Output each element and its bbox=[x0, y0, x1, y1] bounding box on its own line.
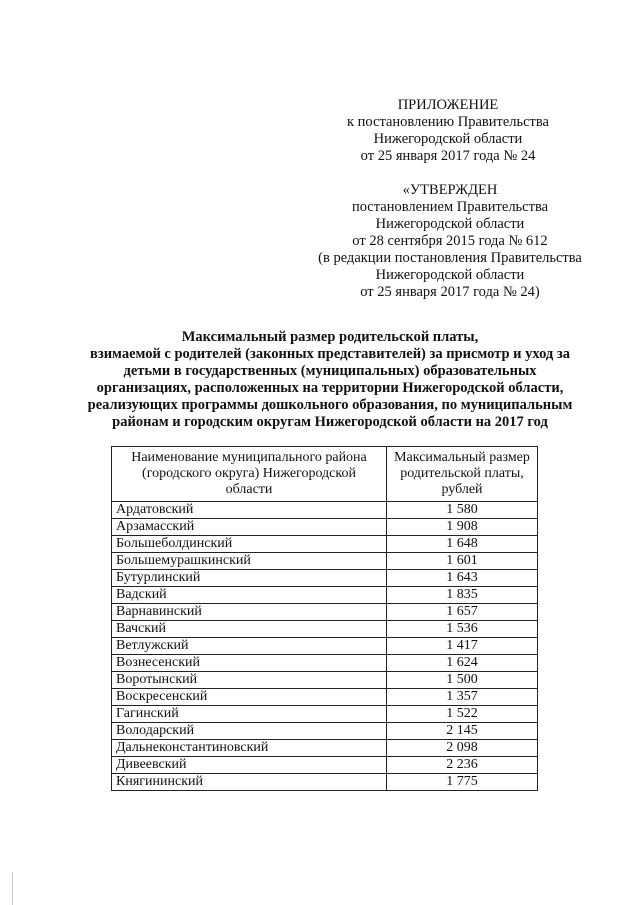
table-row bbox=[112, 553, 538, 570]
appendix-line: Нижегородской области bbox=[373, 131, 523, 147]
header-district-line: области bbox=[225, 482, 273, 497]
district-name-cell: Княгининский bbox=[112, 774, 387, 791]
district-name-cell: Дивеевский bbox=[112, 757, 387, 774]
max-fee-cell: 1 908 bbox=[387, 519, 538, 536]
header-fee-line: рублей bbox=[441, 482, 483, 497]
max-fee-cell: 1 835 bbox=[387, 587, 538, 604]
max-fee-cell: 1 643 bbox=[387, 570, 538, 587]
title-line: организациях, расположенных на территории Нижегородской области, bbox=[96, 380, 564, 396]
table-body bbox=[112, 502, 538, 791]
district-name-cell: Ардатовский bbox=[112, 502, 387, 519]
max-fee-cell: 1 775 bbox=[387, 774, 538, 791]
title-line: детьми в государственных (муниципальных) образовательных bbox=[123, 363, 537, 379]
max-fee-cell: 1 648 bbox=[387, 536, 538, 553]
header-max-fee bbox=[387, 447, 538, 502]
max-fee-cell: 1 500 bbox=[387, 672, 538, 689]
district-name-cell: Арзамасский bbox=[112, 519, 387, 536]
document-title bbox=[60, 329, 600, 431]
approved-line: Нижегородской области bbox=[375, 267, 525, 283]
header-fee-line: Максимальный размер bbox=[394, 450, 530, 465]
district-name-cell: Варнавинский bbox=[112, 604, 387, 621]
header-district-line: Наименование муниципального района bbox=[131, 450, 367, 465]
table-row bbox=[112, 672, 538, 689]
max-fee-cell: 1 624 bbox=[387, 655, 538, 672]
district-name-cell: Воскресенский bbox=[112, 689, 387, 706]
district-name-cell: Дальнеконстантиновский bbox=[112, 740, 387, 757]
appendix-line: к постановлению Правительства bbox=[347, 114, 549, 130]
title-line: Максимальный размер родительской платы, bbox=[181, 329, 479, 345]
table-row bbox=[112, 536, 538, 553]
max-fee-cell: 1 417 bbox=[387, 638, 538, 655]
max-fee-cell: 2 145 bbox=[387, 723, 538, 740]
appendix-line: ПРИЛОЖЕНИЕ bbox=[397, 97, 499, 113]
district-name-cell: Вадский bbox=[112, 587, 387, 604]
title-line: районам и городским округам Нижегородской области на 2017 год bbox=[112, 414, 548, 430]
table-row bbox=[112, 774, 538, 791]
district-name-cell: Большемурашкинский bbox=[112, 553, 387, 570]
table-header-row bbox=[112, 447, 538, 502]
district-name-cell: Ветлужский bbox=[112, 638, 387, 655]
approved-line: от 25 января 2017 года № 24) bbox=[360, 284, 540, 300]
table-row bbox=[112, 723, 538, 740]
scan-edge bbox=[0, 872, 13, 905]
header-district-line: (городского округа) Нижегородской bbox=[142, 466, 356, 481]
max-fee-cell: 1 580 bbox=[387, 502, 538, 519]
table-row bbox=[112, 570, 538, 587]
max-fee-cell: 1 522 bbox=[387, 706, 538, 723]
approved-line: от 28 сентября 2015 года № 612 bbox=[352, 233, 548, 249]
approved-line: «УТВЕРЖДЕН bbox=[402, 182, 498, 198]
table-row bbox=[112, 757, 538, 774]
district-name-cell: Воротынский bbox=[112, 672, 387, 689]
approved-line: (в редакции постановления Правительства bbox=[318, 250, 582, 266]
district-name-cell: Вачский bbox=[112, 621, 387, 638]
appendix-block bbox=[318, 97, 578, 165]
max-fee-cell: 2 236 bbox=[387, 757, 538, 774]
max-fee-cell: 1 536 bbox=[387, 621, 538, 638]
title-line: реализующих программы дошкольного образования, по муниципальным bbox=[87, 397, 573, 413]
max-fee-cell: 2 098 bbox=[387, 740, 538, 757]
approved-block bbox=[295, 182, 605, 301]
table-row bbox=[112, 604, 538, 621]
max-fee-cell: 1 357 bbox=[387, 689, 538, 706]
table-row bbox=[112, 587, 538, 604]
district-name-cell: Большеболдинский bbox=[112, 536, 387, 553]
table-row bbox=[112, 740, 538, 757]
appendix-line: от 25 января 2017 года № 24 bbox=[360, 148, 536, 164]
max-fee-cell: 1 657 bbox=[387, 604, 538, 621]
title-line: взимаемой с родителей (законных представителей) за присмотр и уход за bbox=[90, 346, 570, 362]
district-name-cell: Гагинский bbox=[112, 706, 387, 723]
table-row bbox=[112, 706, 538, 723]
header-district bbox=[112, 447, 387, 502]
fee-table bbox=[111, 446, 538, 791]
table-row bbox=[112, 655, 538, 672]
district-name-cell: Вознесенский bbox=[112, 655, 387, 672]
table-row bbox=[112, 502, 538, 519]
district-name-cell: Володарский bbox=[112, 723, 387, 740]
table-row bbox=[112, 621, 538, 638]
approved-line: Нижегородской области bbox=[375, 216, 525, 232]
district-name-cell: Бутурлинский bbox=[112, 570, 387, 587]
table-row bbox=[112, 638, 538, 655]
max-fee-cell: 1 601 bbox=[387, 553, 538, 570]
table-row bbox=[112, 689, 538, 706]
table-row bbox=[112, 519, 538, 536]
header-fee-line: родительской платы, bbox=[400, 466, 524, 481]
approved-line: постановлением Правительства bbox=[351, 199, 549, 215]
